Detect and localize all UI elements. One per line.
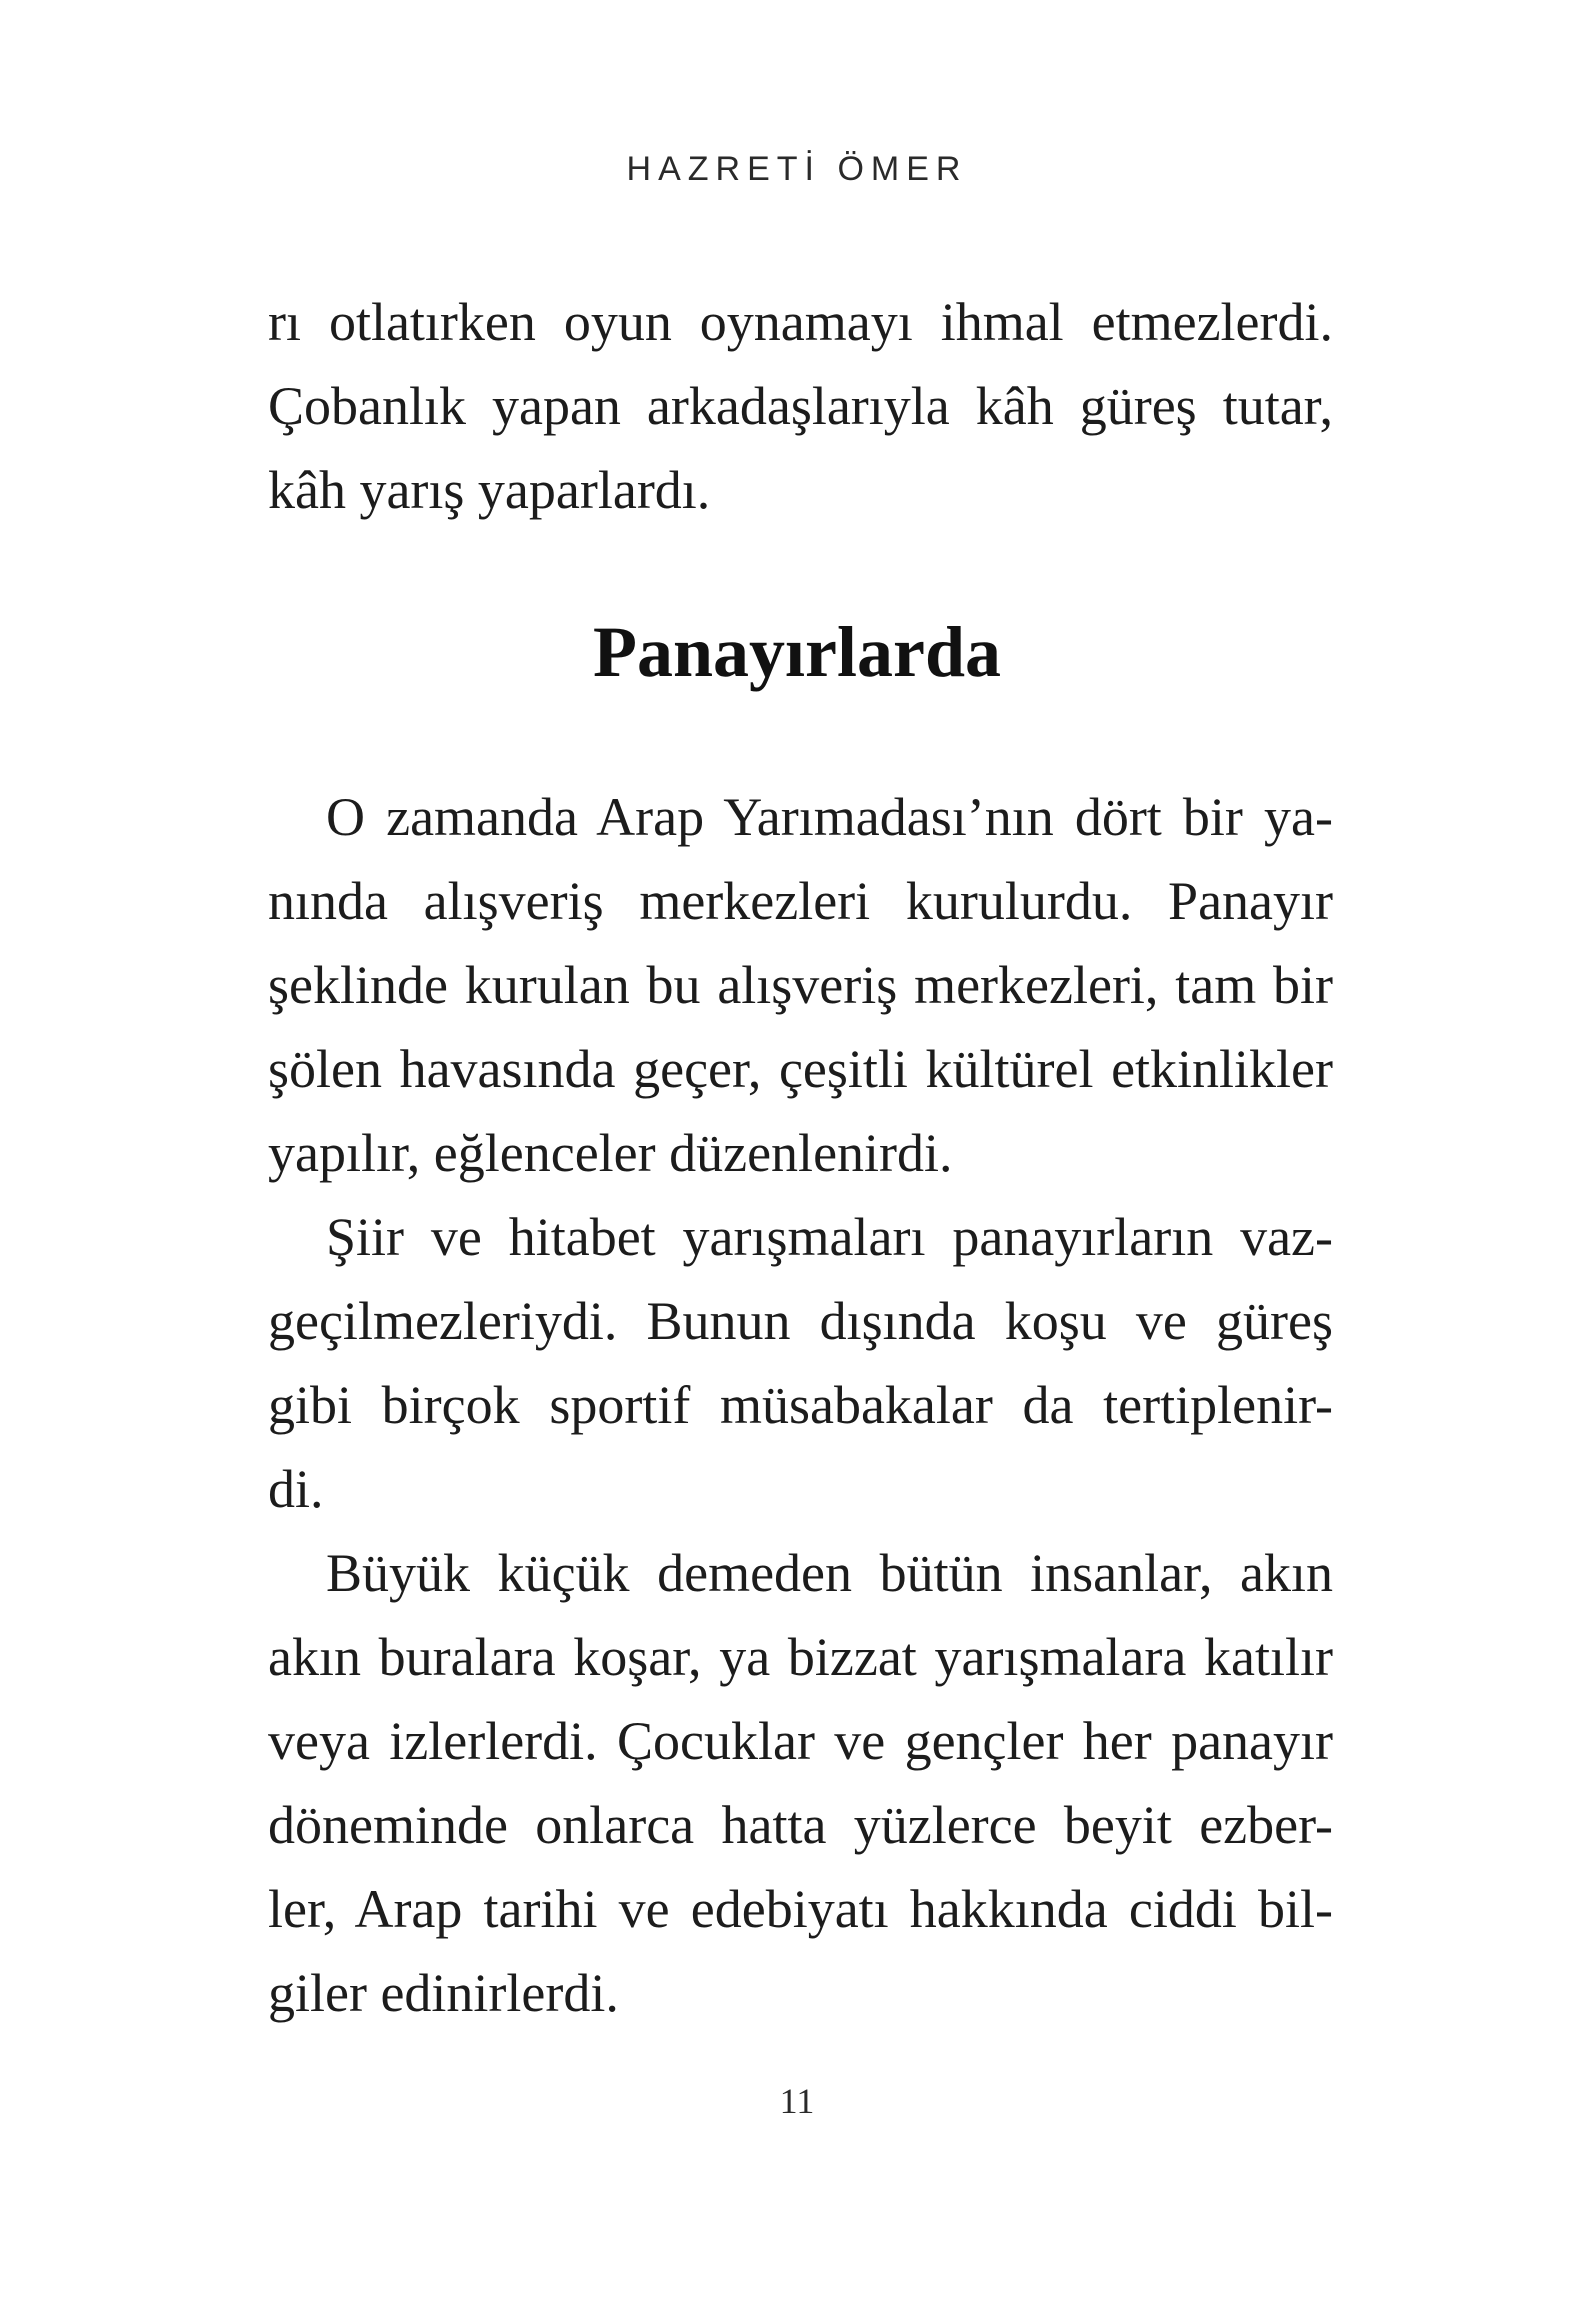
page-number: 11 — [779, 2081, 815, 2121]
paragraph2-line-4: di. — [268, 1459, 324, 1519]
paragraph1-line-5: yapılır, eğlenceler düzenlenirdi. — [268, 1123, 953, 1183]
paragraph1-line-2: nında alışveriş merkezleri kurulurdu. Panayır — [268, 871, 1333, 931]
intro-line-2: Çobanlık yapan arkadaşlarıyla kâh güreş tutar, — [268, 376, 1333, 436]
paragraph3-line-4: döneminde onlarca hatta yüzlerce beyit ezber- — [268, 1795, 1333, 1855]
paragraph3-line-1: Büyük küçük demeden bütün insanlar, akın — [326, 1543, 1333, 1603]
intro-line-3: kâh yarış yaparlardı. — [268, 460, 711, 520]
paragraph1-line-4: şölen havasında geçer, çeşitli kültürel etkinlikler — [268, 1039, 1333, 1099]
section-heading: Panayırlarda — [593, 612, 1001, 692]
paragraph2-line-1: Şiir ve hitabet yarışmaları panayırların vaz- — [326, 1207, 1333, 1267]
paragraph3-line-5: ler, Arap tarihi ve edebiyatı hakkında ciddi bil- — [268, 1879, 1333, 1939]
paragraph3-line-3: veya izlerlerdi. Çocuklar ve gençler her panayır — [268, 1711, 1333, 1771]
paragraph1-line-3: şeklinde kurulan bu alışveriş merkezleri, tam bir — [268, 955, 1333, 1015]
intro-line-1: rı otlatırken oyun oynamayı ihmal etmezlerdi. — [268, 292, 1333, 352]
running-head: HAZRETİ ÖMER — [626, 150, 968, 188]
paragraph2-line-3: gibi birçok sportif müsabakalar da tertiplenir- — [268, 1375, 1333, 1435]
paragraph2-line-2: geçilmezleriydi. Bunun dışında koşu ve güreş — [268, 1291, 1333, 1351]
paragraph3-line-6: giler edinirlerdi. — [268, 1963, 619, 2023]
paragraph3-line-2: akın buralara koşar, ya bizzat yarışmalara katılır — [268, 1627, 1333, 1687]
paragraph1-line-1: O zamanda Arap Yarımadası’nın dört bir ya- — [326, 787, 1333, 847]
